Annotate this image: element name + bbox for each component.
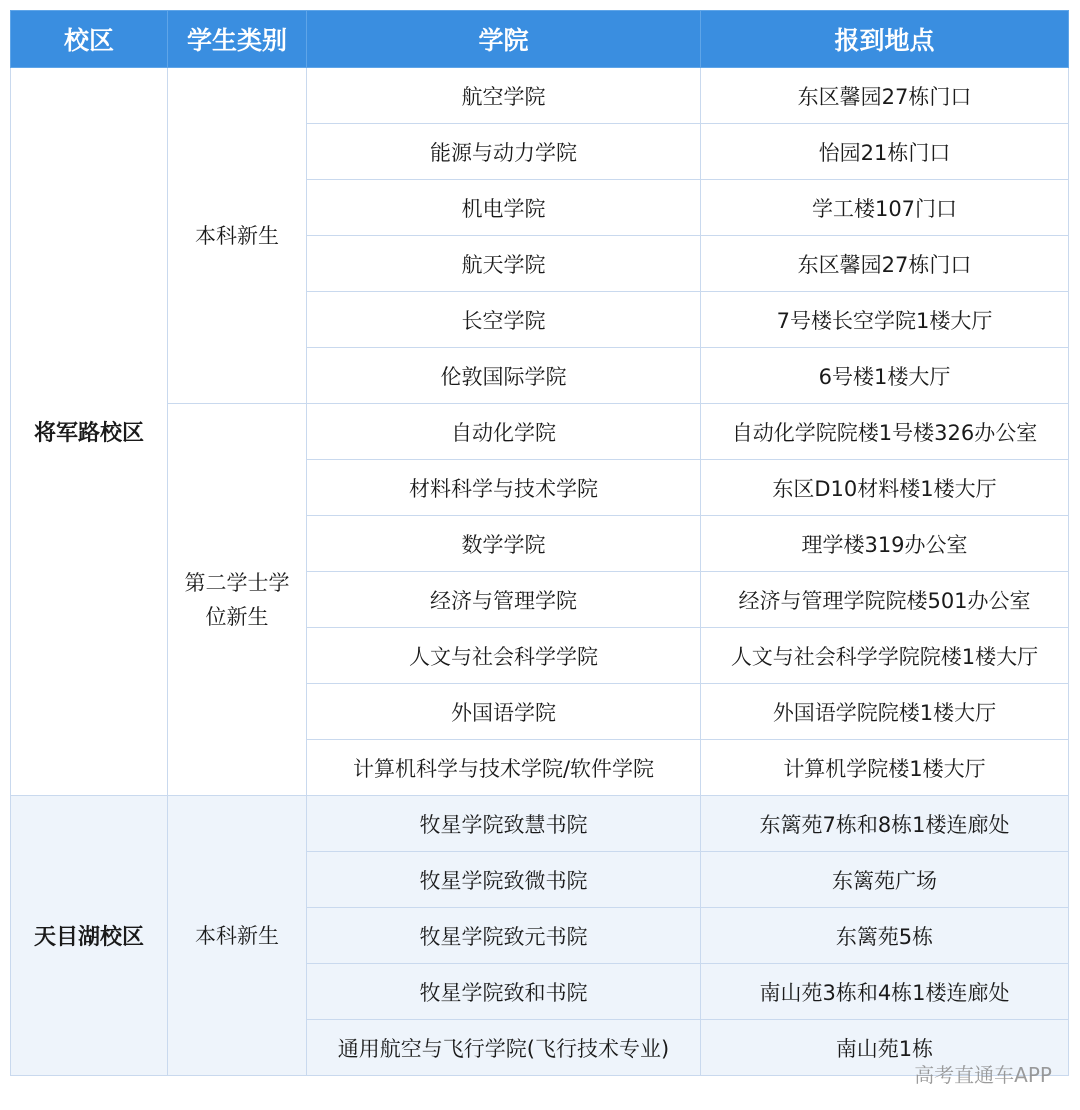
table-row [11,796,1069,852]
location-cell: 6号楼1楼大厅 [701,348,1069,404]
college-cell: 能源与动力学院 [307,124,701,180]
college-cell: 通用航空与飞行学院(飞行技术专业) [307,1020,701,1076]
college-cell: 计算机科学与技术学院/软件学院 [307,740,701,796]
college-cell: 外国语学院 [307,684,701,740]
location-cell: 7号楼长空学院1楼大厅 [701,292,1069,348]
header-student-type: 学生类别 [168,11,307,68]
location-cell: 东篱苑5栋 [701,908,1069,964]
header-row [11,11,1069,68]
college-cell: 伦敦国际学院 [307,348,701,404]
college-cell: 长空学院 [307,292,701,348]
location-cell: 东区D10材料楼1楼大厅 [701,460,1069,516]
campus-cell: 将军路校区 [11,68,168,796]
location-cell: 外国语学院院楼1楼大厅 [701,684,1069,740]
location-cell: 南山苑3栋和4栋1楼连廊处 [701,964,1069,1020]
table-row [11,68,1069,124]
table-row [11,404,1069,460]
campus-section-jiangjunlu [11,68,1069,796]
registration-table [10,10,1069,1076]
location-cell: 经济与管理学院院楼501办公室 [701,572,1069,628]
college-cell: 材料科学与技术学院 [307,460,701,516]
watermark: 高考直通车APP [914,1063,1052,1087]
location-cell: 东篱苑广场 [701,852,1069,908]
location-cell: 计算机学院楼1楼大厅 [701,740,1069,796]
campus-cell: 天目湖校区 [11,796,168,1076]
header-campus: 校区 [11,11,168,68]
student-type-cell: 第二学士学位新生 [168,404,307,796]
college-cell: 人文与社会科学学院 [307,628,701,684]
header-location: 报到地点 [701,11,1069,68]
college-cell: 经济与管理学院 [307,572,701,628]
college-cell: 牧星学院致和书院 [307,964,701,1020]
college-cell: 航空学院 [307,68,701,124]
campus-section-tianmuhu [11,796,1069,1076]
location-cell: 人文与社会科学学院院楼1楼大厅 [701,628,1069,684]
college-cell: 航天学院 [307,236,701,292]
location-cell: 东篱苑7栋和8栋1楼连廊处 [701,796,1069,852]
location-cell: 东区馨园27栋门口 [701,68,1069,124]
location-cell: 怡园21栋门口 [701,124,1069,180]
student-type-cell: 本科新生 [168,68,307,404]
header-college: 学院 [307,11,701,68]
college-cell: 牧星学院致元书院 [307,908,701,964]
location-cell: 理学楼319办公室 [701,516,1069,572]
location-cell: 南山苑1栋 [701,1020,1069,1076]
location-cell: 自动化学院院楼1号楼326办公室 [701,404,1069,460]
college-cell: 牧星学院致微书院 [307,852,701,908]
college-cell: 牧星学院致慧书院 [307,796,701,852]
student-type-cell: 本科新生 [168,796,307,1076]
college-cell: 自动化学院 [307,404,701,460]
college-cell: 数学学院 [307,516,701,572]
college-cell: 机电学院 [307,180,701,236]
location-cell: 学工楼107门口 [701,180,1069,236]
location-cell: 东区馨园27栋门口 [701,236,1069,292]
